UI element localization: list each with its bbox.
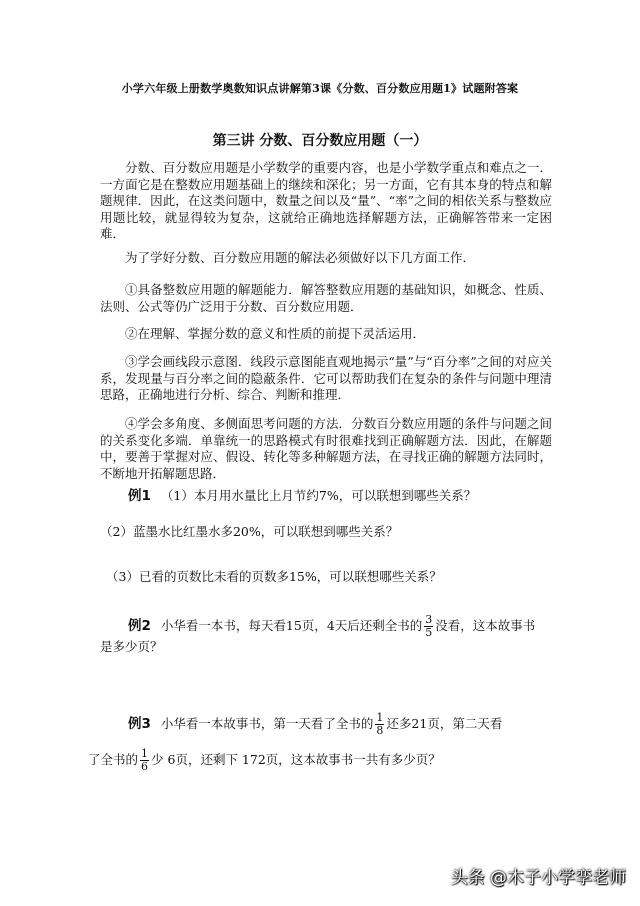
example-2-line-1 <box>128 614 535 639</box>
example-3-line-1 <box>128 712 502 737</box>
example-2-text-b: 没看，这本故事书 <box>435 618 536 633</box>
example-1-label: 例1 <box>128 488 151 504</box>
fraction-three-fifths <box>424 614 433 639</box>
point-4-paragraph: ④学会多角度、多侧面思考问题的方法．分数百分数应用题的条件与问题之间的关系变化多端．单靠统一的思路模式有时很难找到正确解题方法．因此，在解题中，要善于掌握对应、假设、转化等多种解题方法，在寻找正确的解题方法同时，不断地开拓解题思路． <box>100 416 552 481</box>
lecture-title: 第三讲 分数、百分数应用题（一） <box>212 133 428 149</box>
example-2-text-a: 小华看一本书，每天看15页，4天后还剩全书的 <box>160 618 423 633</box>
source-watermark: 头条 @木子小学孪老师 <box>450 868 626 888</box>
example-1-question-2: （2）蓝墨水比红墨水多20%，可以联想到哪些关系？ <box>100 524 399 539</box>
fraction-denominator: 8 <box>376 724 384 737</box>
example-3-text-a: 小华看一本故事书，第一天看了全书的 <box>160 716 374 731</box>
example-2-line-2: 是多少页？ <box>100 639 163 654</box>
example-3-label: 例3 <box>128 716 151 732</box>
example-3-text-c: 了全书的 <box>88 752 139 767</box>
example-3-text-b: 还多21页，第二天看 <box>386 716 503 731</box>
example-3-text-d: 少 6页，还剩下 172页，这本故事书一共有多少页？ <box>151 752 441 767</box>
fraction-one-eighth <box>375 712 384 737</box>
preparation-paragraph: 为了学好分数、百分数应用题的解法必须做好以下几方面工作． <box>125 250 476 265</box>
document-title: 小学六年级上册数学奥数知识点讲解第3课《分数、百分数应用题1》试题附答案 <box>121 82 519 95</box>
example-1-question-3: （3）已看的页数比未看的页数多15%，可以联想哪些关系？ <box>106 569 442 584</box>
fraction-numerator: 3 <box>425 613 433 626</box>
point-3-paragraph: ③学会画线段示意图．线段示意图能直观地揭示“量”与“百分率”之间的对应关系，发现量与百分率之间的隐蔽条件．它可以帮助我们在复杂的条件与问题中理清思路，正确地进行分析、综合、判断和推理． <box>100 354 552 402</box>
example-1-question-1 <box>128 487 476 505</box>
fraction-numerator: 1 <box>376 711 384 724</box>
example-1-q1-text: （1）本月用水量比上月节约7%，可以联想到哪些关系？ <box>160 488 477 503</box>
example-2-label: 例2 <box>128 618 151 634</box>
point-1-paragraph: ①具备整数应用题的解题能力．解答整数应用题的基础知识，如概念、性质、法则、公式等仍广泛用于分数、百分数应用题． <box>100 282 552 314</box>
fraction-denominator: 6 <box>141 760 149 773</box>
example-3-line-2 <box>88 748 441 773</box>
point-2-paragraph: ②在理解、掌握分数的意义和性质的前提下灵活运用． <box>125 326 426 341</box>
fraction-numerator: 1 <box>141 747 149 760</box>
intro-paragraph: 分数、百分数应用题是小学数学的重要内容，也是小学数学重点和难点之一．一方面它是在整数应用题基础上的继续和深化；另一方面，它有其本身的特点和解题规律．因此，在这类问题中，数量之间以及“量”、“率”之间的相依关系与整数应用题比较，就显得较为复杂，这就给正确地选择解题方法，正确解答带来一定困难． <box>100 160 552 241</box>
fraction-denominator: 5 <box>425 626 433 639</box>
fraction-one-sixth <box>140 748 149 773</box>
